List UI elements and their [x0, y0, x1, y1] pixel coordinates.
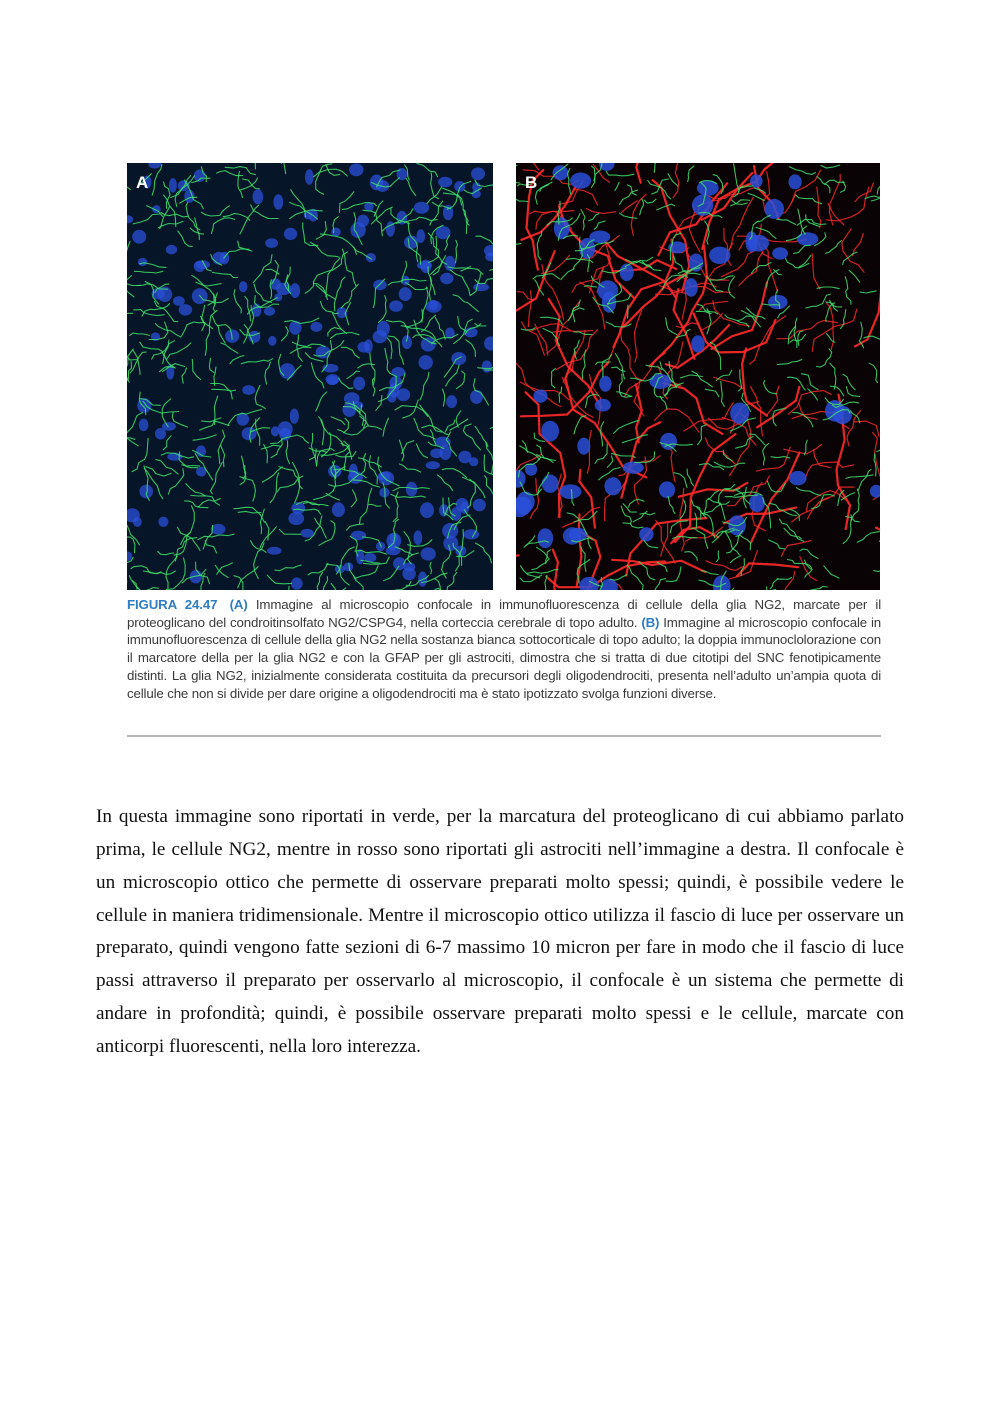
figure-caption — [127, 596, 881, 702]
panel-a-letter: A — [136, 173, 149, 192]
micrograph-b-image — [516, 163, 880, 590]
micrograph-panel-b — [516, 163, 880, 590]
figure-number: FIGURA 24.47 — [127, 597, 218, 612]
caption-divider — [127, 735, 881, 737]
micrograph-panel-a — [127, 163, 493, 590]
body-paragraph: In questa immagine sono riportati in verde, per la marcatura del proteoglicano di cui abbiamo parlato prima, le cellule NG2, mentre in rosso sono riportati gli astrociti nell’immagine a destra. Il confocale è un microscopio ottico che permette di osservare preparati molto spessi; quindi, è possibile vedere le cellule in maniera tridimensionale. Mentre il microscopio ottico utilizza il fascio di luce per osservare un preparato, quindi vengono fatte sezioni di 6-7 massimo 10 micron per fare in modo che il fascio di luce passi attraverso il preparato per osservarlo al microscopio, il confocale è un sistema che permette di andare in profondità; quindi, è possibile osservare preparati molto spessi e le cellule, marcate con anticorpi fluorescenti, nella loro interezza. — [96, 806, 904, 1057]
caption-text-a: Immagine al microscopio confocale in immunofluorescenza di cellule della glia NG2, marcate per il proteoglicano del condroitinsolfato NG2/CSPG4, nella corteccia cerebrale di topo adulto. — [127, 597, 881, 630]
figure — [127, 163, 881, 701]
caption-text-b: Immagine al microscopio confocale in immunofluorescenza di cellule della glia NG2 nella sostanza bianca sottocorticale di topo adulto; la doppia immunoclolorazione con il marcatore della per la glia NG2 e con la GFAP per gli astrociti, dimostra che si tratta di due citotipi del SNC fenotipicamente distinti. La glia NG2, inizialmente considerata costituita da precursori degli oligodendrociti, presenta nell’adulto un’ampia quota di cellule che non si divide per dare origine a oligodendrociti ma è stato ipotizzato svolga funzioni diverse. — [127, 614, 881, 701]
figure-panels — [127, 163, 881, 590]
caption-marker-a: (A) — [229, 597, 248, 612]
panel-b-letter: B — [525, 173, 538, 192]
micrograph-a-image — [127, 163, 493, 590]
caption-marker-b: (B) — [641, 614, 660, 630]
